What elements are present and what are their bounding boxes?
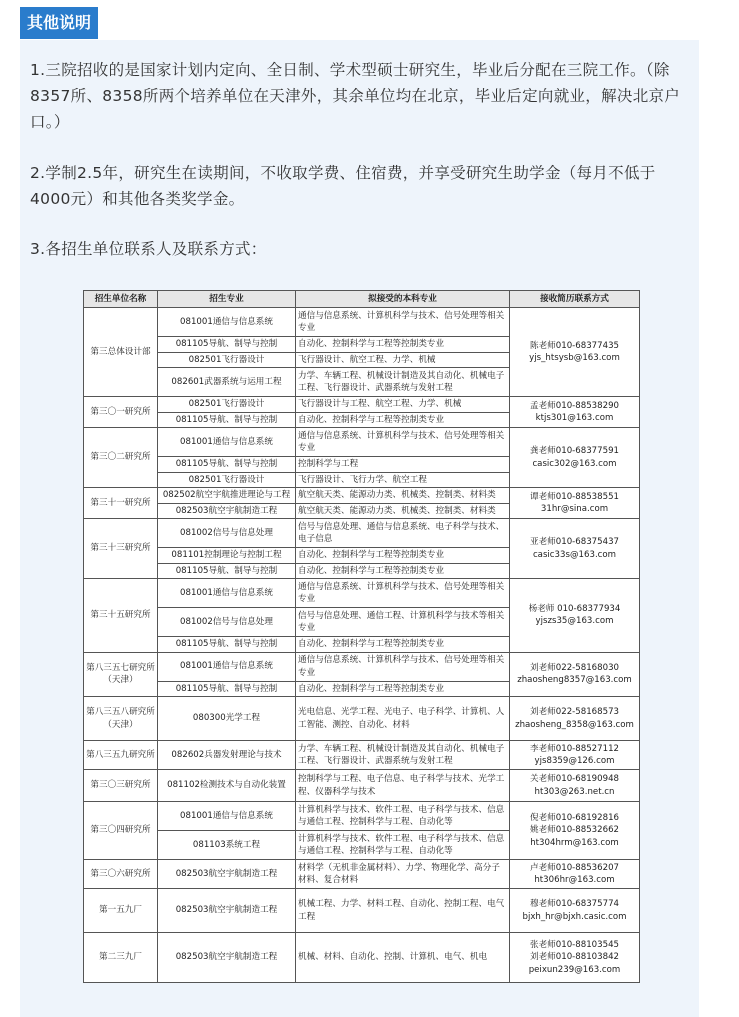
contact-line: casic302@163.com (532, 458, 617, 469)
contact-line: 刘老师022-58168573 (529, 707, 620, 717)
major-cell: 081105导航、制导与控制 (158, 681, 296, 697)
contact-line: zhaosheng_8358@163.com (515, 719, 634, 730)
undergrad-major-cell: 飞行器设计与工程、航空工程、力学、机械 (296, 397, 510, 413)
contact-line: 31hr@sina.com (540, 504, 609, 514)
contact-line: peixun239@163.com (528, 964, 621, 975)
major-cell: 082503航空宇航制造工程 (158, 860, 296, 889)
table-row (84, 488, 640, 504)
major-cell: 082602兵器发射理论与技术 (158, 741, 296, 770)
table-row (84, 889, 640, 933)
contact-line: 刘老师010-88103842 (529, 952, 620, 963)
section-heading: 其他说明 (20, 7, 98, 39)
undergrad-major-cell: 通信与信息系统、计算机科学与技术、信号处理等相关专业 (296, 428, 510, 457)
header-unit: 招生单位名称 (84, 291, 158, 308)
contact-line: 孟老师010-88538290 (529, 400, 620, 411)
undergrad-major-cell: 力学、车辆工程、机械设计制造及其自动化、机械电子工程、飞行器设计、武器系统与发射工程 (296, 368, 510, 397)
contact-line: 陈老师010-68377435 (529, 340, 620, 351)
contact-line: ht306hr@163.com (534, 875, 615, 885)
table-row (84, 519, 640, 548)
contact-line: 卢老师010-88536207 (529, 862, 620, 873)
undergrad-major-cell: 自动化、控制科学与工程等控制类专业 (296, 548, 510, 564)
undergrad-major-cell: 自动化、控制科学与工程等控制类专业 (296, 681, 510, 697)
major-cell: 082501飞行器设计 (158, 472, 296, 488)
undergrad-major-cell: 飞行器设计、飞行力学、航空工程 (296, 472, 510, 488)
major-cell: 082601武器系统与运用工程 (158, 368, 296, 397)
undergrad-major-cell: 计算机科学与技术、软件工程、电子科学与技术、信息与通信工程、控制科学与工程、自动化等 (296, 831, 510, 860)
unit-name-cell: 第三〇六研究所 (84, 860, 158, 889)
header-major: 招生专业 (158, 291, 296, 308)
major-cell: 082503航空宇航制造工程 (158, 503, 296, 519)
unit-name-cell: 第一五九厂 (84, 889, 158, 933)
major-cell: 081105导航、制导与控制 (158, 337, 296, 353)
table-header-row (84, 291, 640, 308)
table-row (84, 770, 640, 802)
paragraph-3: 3.各招生单位联系人及联系方式： (30, 240, 267, 258)
undergrad-major-cell: 控制科学与工程、电子信息、电子科学与技术、光学工程、仪器科学与技术 (296, 770, 510, 802)
unit-name-cell: 第三〇二研究所 (84, 428, 158, 488)
major-cell: 081001通信与信息系统 (158, 308, 296, 337)
contact-line: 亚老师010-68375437 (529, 537, 620, 547)
undergrad-major-cell: 自动化、控制科学与工程等控制类专业 (296, 563, 510, 579)
table-body (84, 308, 640, 983)
major-cell: 081105导航、制导与控制 (158, 457, 296, 473)
undergrad-major-cell: 航空航天类、能源动力类、机械类、控制类、材料类 (296, 503, 510, 519)
undergrad-major-cell: 飞行器设计、航空工程、力学、机械 (296, 352, 510, 368)
paragraph-2: 2.学制2.5年，研究生在读期间，不收取学费、住宿费，并享受研究生助学金（每月不低于4000元）和其他各类奖学金。 (30, 164, 656, 208)
contact-line: bjxh_hr@bjxh.casic.com (522, 911, 627, 922)
contact-cell (510, 519, 640, 579)
contact-line: 倪老师010-68192816 (529, 812, 620, 823)
contact-cell (510, 428, 640, 488)
contact-cell (510, 741, 640, 770)
contact-cell (510, 860, 640, 889)
undergrad-major-cell: 信号与信息处理、通信工程、计算机科学与技术等相关专业 (296, 608, 510, 637)
major-cell: 081001通信与信息系统 (158, 428, 296, 457)
undergrad-major-cell: 自动化、控制科学与工程等控制类专业 (296, 637, 510, 653)
contact-table-image (83, 290, 639, 983)
table-row (84, 802, 640, 831)
contact-line: 龚老师010-68377591 (529, 446, 620, 456)
undergrad-major-cell: 航空航天类、能源动力类、机械类、控制类、材料类 (296, 488, 510, 504)
unit-name-cell: 第八三五八研究所（天津） (84, 697, 158, 741)
unit-name-cell: 第八三五七研究所（天津） (84, 652, 158, 697)
contact-line: 张老师010-88103545 (529, 939, 620, 950)
major-cell: 081002信号与信息处理 (158, 519, 296, 548)
contact-table (83, 290, 640, 983)
undergrad-major-cell: 通信与信息系统、计算机科学与技术、信号处理等相关专业 (296, 652, 510, 681)
undergrad-major-cell: 信号与信息处理、通信与信息系统、电子科学与技术、电子信息 (296, 519, 510, 548)
contact-line: zhaosheng8357@163.com (517, 675, 632, 686)
contact-cell (510, 697, 640, 741)
contact-line: yjszs35@163.com (535, 616, 614, 627)
major-cell: 082501飞行器设计 (158, 352, 296, 368)
contact-line: ht304hrm@163.com (530, 837, 619, 848)
undergrad-major-cell: 光电信息、光学工程、光电子、电子科学、计算机、人工智能、测控、自动化、材料 (296, 697, 510, 741)
contact-cell (510, 397, 640, 428)
major-cell: 081002信号与信息处理 (158, 608, 296, 637)
major-cell: 080300光学工程 (158, 697, 296, 741)
table-row (84, 860, 640, 889)
major-cell: 081103系统工程 (158, 831, 296, 860)
unit-name-cell: 第三十一研究所 (84, 488, 158, 519)
contact-line: 姚老师010-88532662 (529, 825, 620, 836)
unit-name-cell: 第三〇三研究所 (84, 770, 158, 802)
table-row (84, 397, 640, 413)
contact-line: 杨老师 010-68377934 (528, 603, 621, 614)
major-cell: 081105导航、制导与控制 (158, 637, 296, 653)
contact-line: 谭老师010-88538551 (529, 491, 620, 502)
major-cell: 081102检测技术与自动化装置 (158, 770, 296, 802)
unit-name-cell: 第三十五研究所 (84, 579, 158, 653)
major-cell: 082503航空宇航制造工程 (158, 933, 296, 983)
table-row (84, 308, 640, 337)
contact-line: 关老师010-68190948 (529, 774, 620, 784)
table-row (84, 652, 640, 681)
header-undergrad-major: 拟接受的本科专业 (296, 291, 510, 308)
unit-name-cell: 第八三五九研究所 (84, 741, 158, 770)
major-cell: 081001通信与信息系统 (158, 652, 296, 681)
contact-line: 李老师010-88527112 (529, 743, 620, 754)
major-cell: 081105导航、制导与控制 (158, 412, 296, 428)
unit-name-cell: 第三〇一研究所 (84, 397, 158, 428)
major-cell: 081105导航、制导与控制 (158, 563, 296, 579)
contact-line: ht303@263.net.cn (534, 786, 615, 797)
unit-name-cell: 第三十三研究所 (84, 519, 158, 579)
contact-cell (510, 889, 640, 933)
major-cell: 082503航空宇航制造工程 (158, 889, 296, 933)
contact-line: 穆老师010-68375774 (529, 899, 620, 909)
contact-line: yjs_htsysb@163.com (529, 353, 620, 363)
contact-line: yjs8359@126.com (534, 756, 615, 766)
undergrad-major-cell: 机械、材料、自动化、控制、计算机、电气、机电 (296, 933, 510, 983)
undergrad-major-cell: 自动化、控制科学与工程等控制类专业 (296, 412, 510, 428)
table-row (84, 579, 640, 608)
undergrad-major-cell: 力学、车辆工程、机械设计制造及其自动化、机械电子工程、飞行器设计、武器系统与发射工程 (296, 741, 510, 770)
unit-name-cell: 第三总体设计部 (84, 308, 158, 397)
contact-cell (510, 308, 640, 397)
contact-cell (510, 488, 640, 519)
major-cell: 081001通信与信息系统 (158, 802, 296, 831)
undergrad-major-cell: 材料学（无机非金属材料）、力学、物理化学、高分子材料、复合材料 (296, 860, 510, 889)
contact-line: casic33s@163.com (532, 549, 617, 560)
contact-line: 刘老师022-58168030 (529, 662, 620, 673)
table-row (84, 741, 640, 770)
undergrad-major-cell: 自动化、控制科学与工程等控制类专业 (296, 337, 510, 353)
undergrad-major-cell: 控制科学与工程 (296, 457, 510, 473)
major-cell: 082502航空宇航推进理论与工程 (158, 488, 296, 504)
major-cell: 081001通信与信息系统 (158, 579, 296, 608)
major-cell: 082501飞行器设计 (158, 397, 296, 413)
contact-cell (510, 770, 640, 802)
contact-cell (510, 579, 640, 653)
unit-name-cell: 第二三九厂 (84, 933, 158, 983)
table-row (84, 428, 640, 457)
contact-line: ktjs301@163.com (535, 413, 614, 423)
contact-cell (510, 933, 640, 983)
unit-name-cell: 第三〇四研究所 (84, 802, 158, 860)
undergrad-major-cell: 通信与信息系统、计算机科学与技术、信号处理等相关专业 (296, 579, 510, 608)
major-cell: 081101控制理论与控制工程 (158, 548, 296, 564)
table-row (84, 933, 640, 983)
undergrad-major-cell: 计算机科学与技术、软件工程、电子科学与技术、信息与通信工程、控制科学与工程、自动化等 (296, 802, 510, 831)
contact-cell (510, 802, 640, 860)
undergrad-major-cell: 通信与信息系统、计算机科学与技术、信号处理等相关专业 (296, 308, 510, 337)
paragraph-1: 1.三院招收的是国家计划内定向、全日制、学术型硕士研究生，毕业后分配在三院工作。（除8357所、8358所两个培养单位在天津外，其余单位均在北京，毕业后定向就业，解决北京户口。） (30, 61, 681, 131)
header-contact: 接收简历联系方式 (510, 291, 640, 308)
undergrad-major-cell: 机械工程、力学、材料工程、自动化、控制工程、电气工程 (296, 889, 510, 933)
contact-cell (510, 652, 640, 697)
table-row (84, 697, 640, 741)
